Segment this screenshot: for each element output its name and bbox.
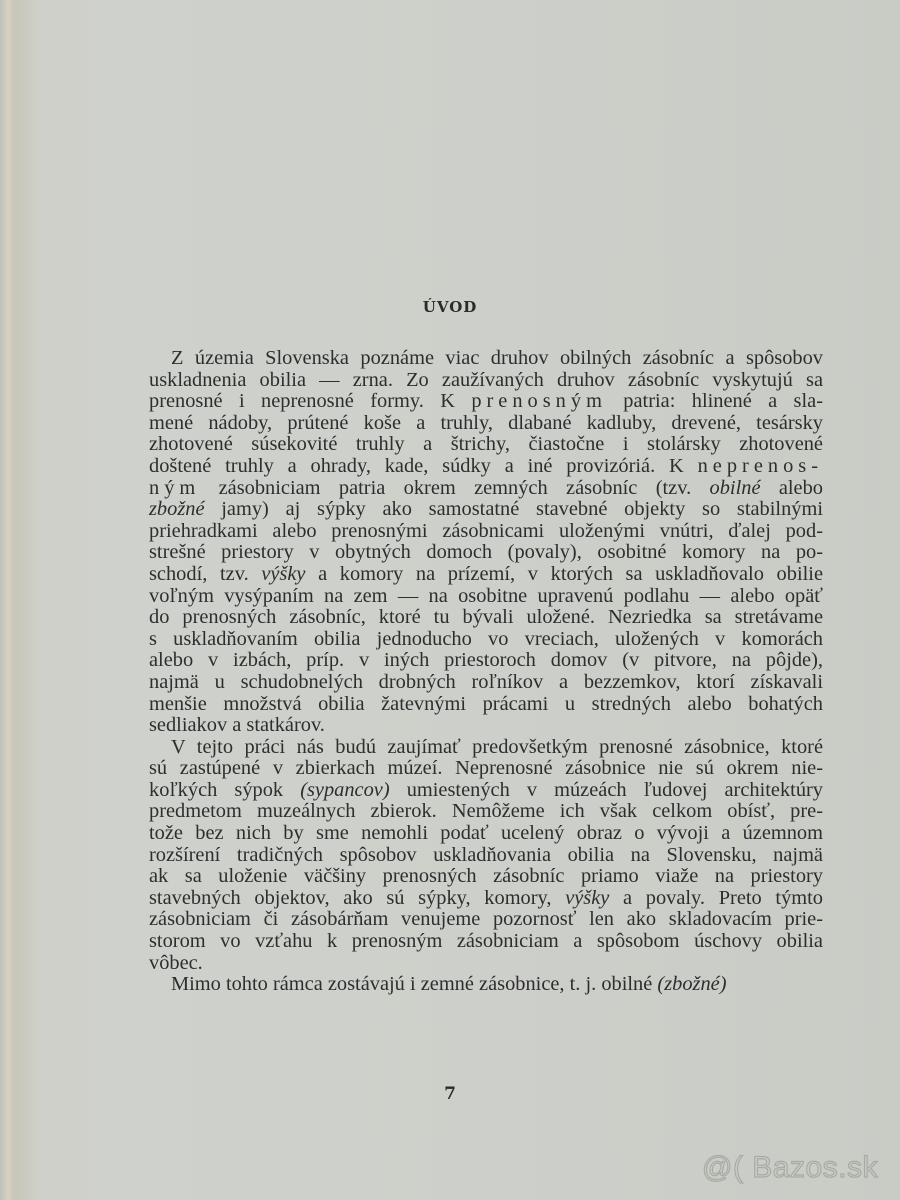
text-line: ným zásobniciam patria okrem zemných zásobníc (tzv. obilné alebo <box>149 476 824 499</box>
italic-term: obilné <box>709 476 761 499</box>
chapter-heading: ÚVOD <box>422 298 478 316</box>
text-line: stavebných objektov, ako sú sýpky, komory, výšky a povaly. Preto týmto <box>149 886 823 909</box>
italic-term: výšky <box>261 562 306 585</box>
text-line: do prenosných zásobníc, ktoré tu bývali uložené. Nezriedka sa stretávame <box>149 606 823 629</box>
paragraph <box>149 348 823 737</box>
text-line: sedliakov a statkárov. <box>149 714 325 737</box>
text-line: Z územia Slovenska poznáme viac druhov obilných zásobníc a spôsobov <box>171 347 823 369</box>
italic-term: výšky <box>565 886 610 909</box>
text-line: priehradkami alebo prenosnými zásobnicami uloženými vnútri, ďalej pod- <box>149 519 823 542</box>
text-line: doštené truhly a ohrady, kade, súdky a iné provizóriá. K neprenos- <box>149 454 823 477</box>
paragraph <box>149 974 823 996</box>
text-line: uskladnenia obilia — zrna. Zo zaužívaných druhov zásobníc vyskytujú sa <box>149 368 823 391</box>
watermark-logo: @( Bazos.sk <box>702 1151 878 1184</box>
text-line: tože bez nich by sme nemohli podať ucelený obraz o vývoji a územnom <box>149 822 823 845</box>
text-line: V tejto práci nás budú zaujímať predovšetkým prenosné zásobnice, ktoré <box>171 735 823 758</box>
text-line: sú zastúpené v zbierkach múzeí. Neprenosné zásobnice nie sú okrem nie- <box>149 757 823 780</box>
text-line: koľkých sýpok (sypancov) umiestených v múzeách ľudovej architektúry <box>149 778 824 801</box>
italic-term: (zbožné) <box>657 973 727 996</box>
emphasized-term: ným <box>149 476 201 499</box>
text-line: prenosné i neprenosné formy. K prenosným patria: hlinené a sla- <box>149 390 824 413</box>
text-line: menšie množstvá obilia žatevnými prácami u stredných alebo bohatých <box>149 692 823 715</box>
text-line: schodí, tzv. výšky a komory na prízemí, v ktorých sa uskladňovalo obilie <box>149 562 823 585</box>
text-line: Mimo tohto rámca zostávajú i zemné zásobnice, t. j. obilné (zbožné) <box>171 973 727 996</box>
text-line: ak sa uloženie väčšiny prenosných zásobníc priamo viaže na priestory <box>149 865 823 888</box>
text-line: s uskladňovaním obilia jednoducho vo vreciach, uložených v komorách <box>149 627 823 650</box>
emphasized-term: prenosným <box>471 390 607 413</box>
italic-term: zbožné <box>149 498 205 521</box>
paragraph <box>149 737 823 975</box>
text-line: vôbec. <box>149 951 203 974</box>
page-number: 7 <box>444 1084 456 1104</box>
text-line: strešné priestory v obytných domoch (povaly), osobitné komory na po- <box>149 541 823 564</box>
italic-term: (sypancov) <box>300 778 390 801</box>
text-line: zhotovené súsekovité truhly a štrichy, čiastočne i stolársky zhotovené <box>149 433 823 456</box>
text-line: zbožné jamy) aj sýpky ako samostatné stavebné objekty so stabilnými <box>149 498 823 521</box>
text-line: alebo v izbách, príp. v iných priestoroch domov (v pitvore, na pôjde), <box>149 649 823 672</box>
text-line: mené nádoby, prútené koše a truhly, dlabané kadluby, drevené, tesársky <box>149 411 823 434</box>
body-text <box>149 348 823 996</box>
text-line: predmetom muzeálnych zbierok. Nemôžeme ich však celkom obísť, pre- <box>149 800 823 823</box>
text-line: rozšírení tradičných spôsobov uskladňovania obilia na Slovensku, najmä <box>149 843 823 866</box>
emphasized-term: neprenos- <box>697 454 823 477</box>
text-line: najmä u schudobnelých drobných roľníkov a bezzemkov, ktorí získavali <box>149 670 823 693</box>
text-line: zásobniciam či zásobárňam venujeme pozornosť len ako skladovacím prie- <box>149 908 823 931</box>
text-line: voľným vysýpaním na zem — na osobitne upravenú podlahu — alebo opäť <box>149 584 823 607</box>
text-line: storom vo vzťahu k prenosným zásobniciam a spôsobom úschovy obilia <box>149 930 823 953</box>
